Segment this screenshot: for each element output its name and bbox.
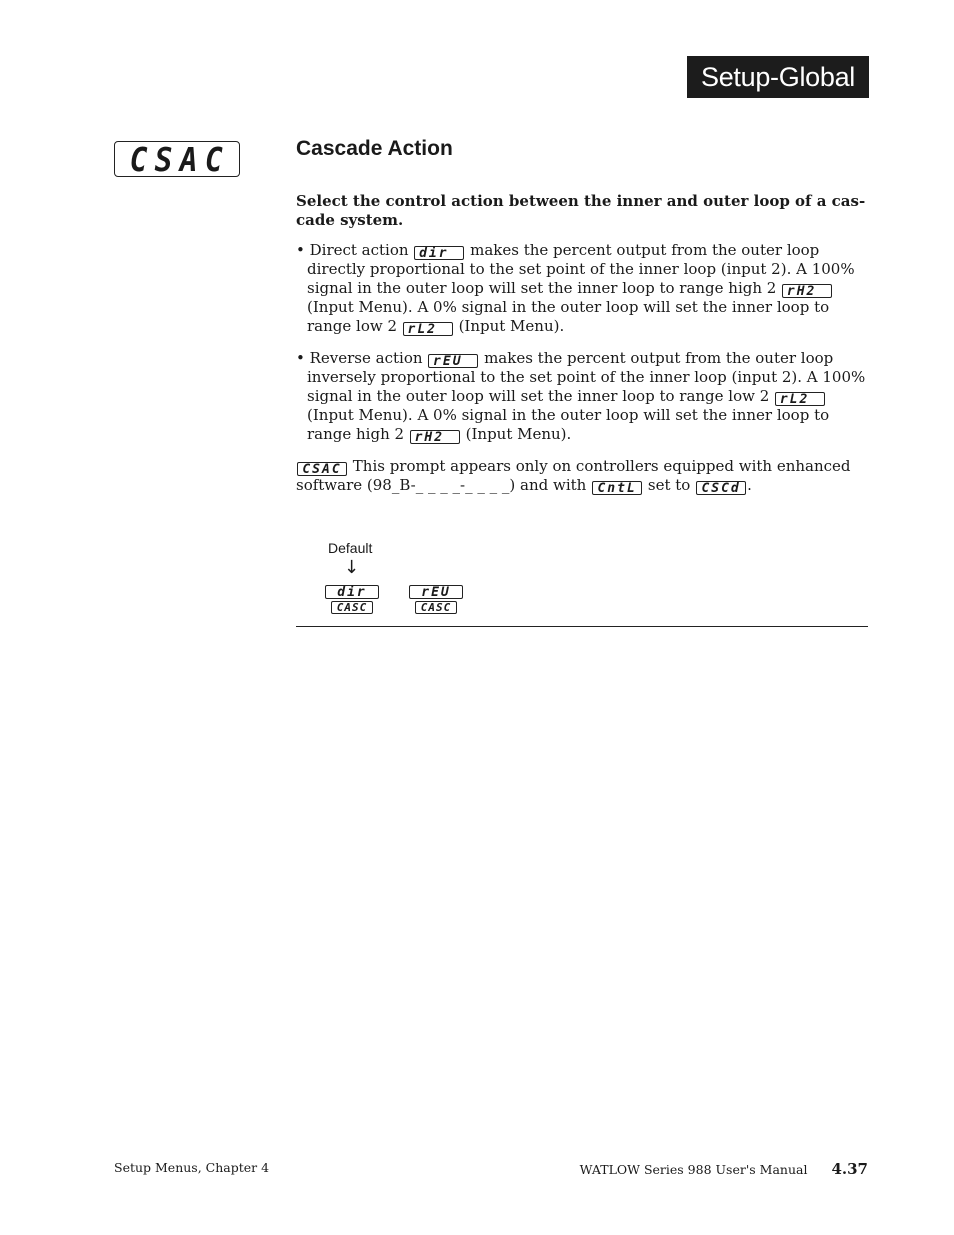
note-text: This prompt appears only on controllers equipped with enhanced software (98_B-_ _ _ _-_ _ _ _) and with bbox=[296, 457, 851, 494]
bullet-text: (Input Menu). bbox=[458, 317, 565, 335]
bullet-reverse-prefix: • Reverse action bbox=[296, 349, 423, 367]
down-arrow-icon: ↓ bbox=[344, 557, 360, 578]
section-divider bbox=[296, 626, 868, 627]
lcd-code: CntL bbox=[592, 481, 642, 495]
bullet-text: makes the percent output from the outer loop inversely proportional to the set point of the inner loop (input 2). A 100% signal in the outer loop will set the inner loop to range low 2 bbox=[307, 349, 866, 405]
body-content bbox=[296, 192, 868, 495]
bullet-text: (Input Menu). bbox=[465, 425, 572, 443]
section-header-label: Setup-Global bbox=[701, 61, 855, 92]
lcd-code: CSAC bbox=[297, 462, 347, 476]
option-value: rEU bbox=[409, 585, 463, 599]
page-title: Cascade Action bbox=[296, 137, 453, 160]
default-label: Default bbox=[328, 540, 373, 556]
note-text: set to bbox=[647, 476, 691, 494]
option-prompt: CASC bbox=[415, 601, 457, 614]
lcd-code: rL2 bbox=[775, 392, 825, 406]
footer-chapter: Setup Menus, Chapter 4 bbox=[114, 1160, 270, 1175]
bullet-reverse-action bbox=[296, 349, 868, 444]
bullet-direct-action bbox=[296, 241, 868, 336]
intro-text: Select the control action between the inner and outer loop of a cas-cade system. bbox=[296, 192, 866, 229]
lcd-code: rEU bbox=[428, 354, 478, 368]
footer-right bbox=[580, 1160, 868, 1178]
option-value: dir bbox=[325, 585, 379, 599]
option-reverse bbox=[409, 585, 463, 616]
prompt-display bbox=[114, 141, 240, 177]
lcd-code: CSCd bbox=[696, 481, 746, 495]
note-text: . bbox=[747, 476, 752, 494]
availability-note bbox=[296, 457, 868, 495]
footer-manual: WATLOW Series 988 User's Manual bbox=[579, 1162, 808, 1177]
page-number: 4.37 bbox=[831, 1160, 868, 1178]
lcd-code: rH2 bbox=[782, 284, 832, 298]
lcd-code: rL2 bbox=[403, 322, 453, 336]
bullet-text: (Input Menu). A 0% signal in the outer loop will set the inner loop to range low 2 bbox=[307, 298, 830, 335]
option-prompt: CASC bbox=[331, 601, 373, 614]
bullet-direct-prefix: • Direct action bbox=[296, 241, 409, 259]
bullet-text: (Input Menu). A 0% signal in the outer loop will set the inner loop to range high 2 bbox=[307, 406, 830, 443]
lcd-code: dir bbox=[414, 246, 464, 260]
option-direct bbox=[325, 585, 379, 616]
prompt-display-code: CSAC bbox=[129, 139, 231, 179]
bullet-text: makes the percent output from the outer loop directly proportional to the set point of the inner loop (input 2). A 100% signal in the outer loop will set the inner loop to range high 2 bbox=[307, 241, 855, 297]
section-header bbox=[687, 56, 869, 98]
lcd-code: rH2 bbox=[410, 430, 460, 444]
